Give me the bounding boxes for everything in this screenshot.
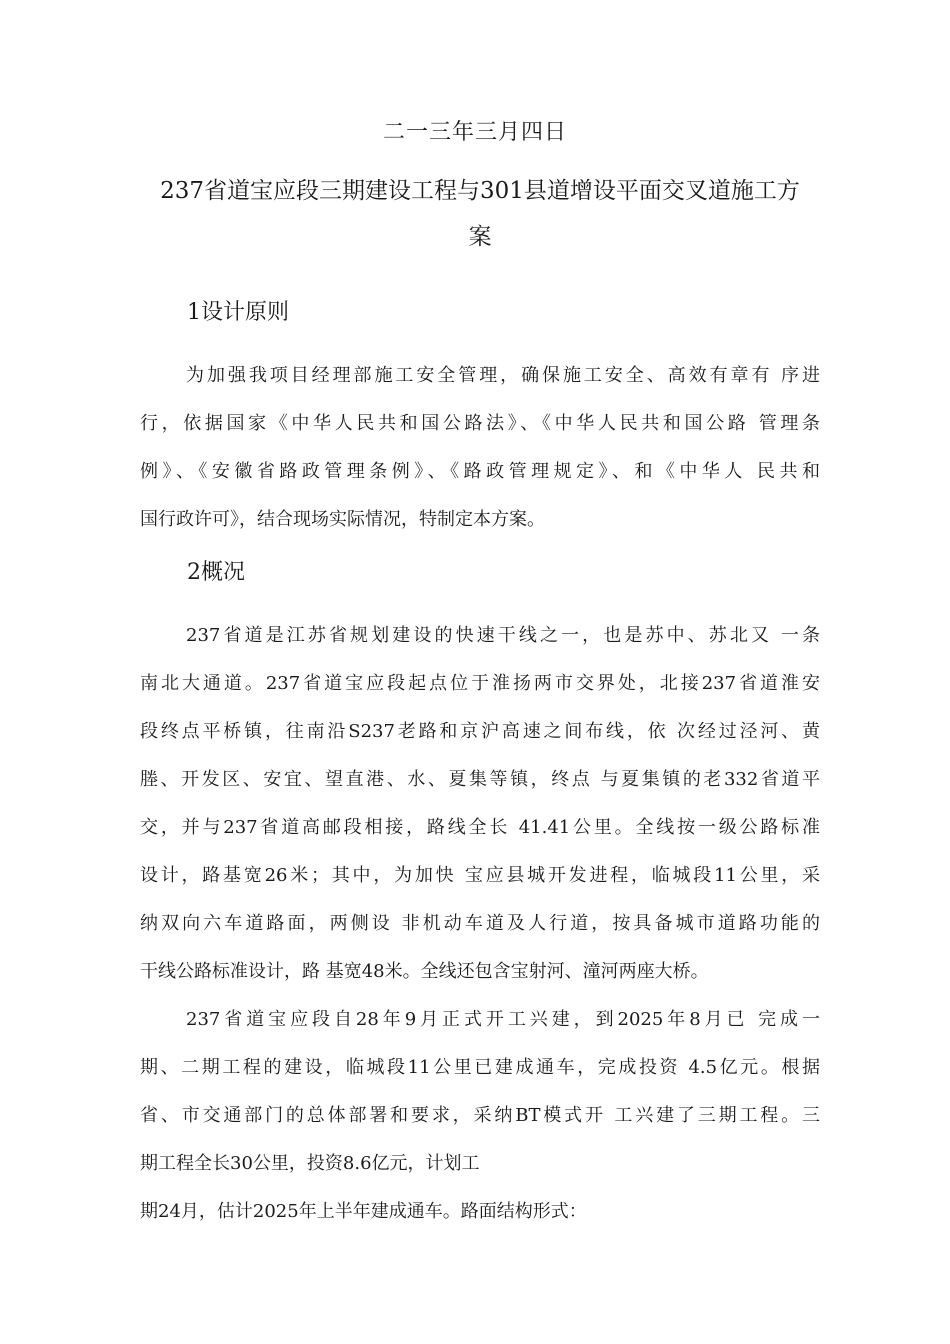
paragraph-line: 纳双向六车道路面，两侧设 非机动车道及人行道，按具备城市道路功能的 [140, 913, 820, 934]
paragraph-overview-3 [140, 1188, 820, 1236]
paragraph-line: 省、市交通部门的总体部署和要求，采纳BT模式开 工兴建了三期工程。三 [140, 1105, 820, 1126]
paragraph-overview-1 [140, 612, 820, 996]
section-heading-overview: 2概况 [187, 560, 245, 585]
paragraph-line: 237省道宝应段自28年9月正式开工兴建，到2025年8月已 完成一 [186, 1009, 820, 1030]
paragraph-line: 段终点平桥镇，往南沿S237老路和京沪高速之间布线，依 次经过泾河、黄 [140, 721, 820, 742]
paragraph-line: 国行政许可》，结合现场实际情况，特制定本方案。 [140, 509, 545, 530]
document-date: 二一三年三月四日 [382, 120, 567, 145]
paragraph-line: 期、二期工程的建设，临城段11公里已建成通车，完成投资 4.5亿元。根据 [140, 1057, 820, 1078]
paragraph-line: 例》、《安徽省路政管理条例》、《路政管理规定》、和《中华人 民共和 [140, 461, 820, 482]
paragraph-design-principles [140, 352, 820, 544]
paragraph-line: 期工程全长30公里，投资8.6亿元，计划工 [140, 1153, 480, 1174]
paragraph-line: 为加强我项目经理部施工安全管理，确保施工安全、高效有章有 序进 [186, 365, 820, 386]
paragraph-line: 行，依据国家《中华人民共和国公路法》、《中华人民共和国公路 管理条 [140, 413, 820, 434]
document-title [140, 168, 820, 260]
section-heading-design-principles: 1设计原则 [187, 300, 289, 325]
title-line-1: 237省道宝应段三期建设工程与301县道增设平面交叉道施工方 [160, 178, 800, 204]
paragraph-line: 干线公路标准设计，路 基宽48米。全线还包含宝射河、潼河两座大桥。 [140, 961, 709, 982]
title-line-2: 案 [468, 224, 492, 250]
paragraph-line: 交，并与237省道高邮段相接，路线全长 41.41公里。全线按一级公路标准 [140, 817, 820, 838]
paragraph-line: 设计，路基宽26米；其中，为加快 宝应县城开发进程，临城段11公里，采 [140, 865, 820, 886]
paragraph-line: 237省道是江苏省规划建设的快速干线之一，也是苏中、苏北又 一条 [186, 625, 820, 646]
paragraph-overview-2 [140, 996, 820, 1188]
paragraph-line: 塍、开发区、安宜、望直港、水、夏集等镇，终点 与夏集镇的老332省道平 [140, 769, 820, 790]
paragraph-line: 南北大通道。237省道宝应段起点位于淮扬两市交界处，北接237省道淮安 [140, 673, 820, 694]
paragraph-line: 期24月，估计2025年上半年建成通车。路面结构形式： [140, 1201, 587, 1222]
